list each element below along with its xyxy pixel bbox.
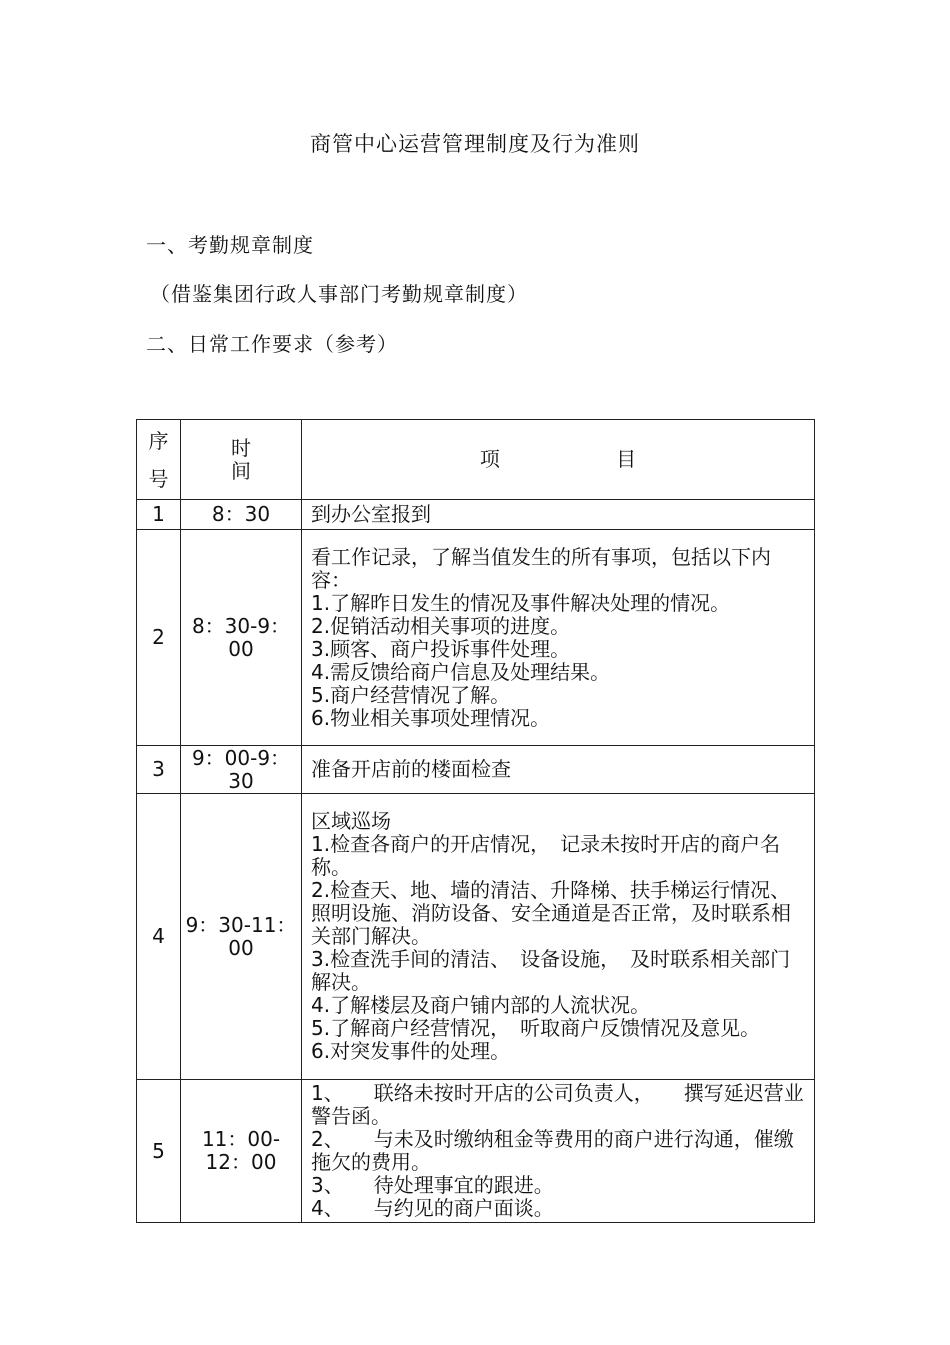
item-line: 区域巡场: [311, 809, 391, 833]
row-seq: 4: [137, 794, 181, 1080]
section-heading-daily-work: 二、日常工作要求（参考）: [146, 332, 398, 356]
item-line: 5.了解商户经营情况， 听取商户反馈情况及意见。: [311, 1016, 761, 1040]
item-line: 1.了解昨日发生的情况及事件解决处理的情况。: [311, 590, 731, 615]
row-item: [302, 500, 815, 530]
header-seq-line2: 号: [148, 466, 169, 491]
item-line: 6.物业相关事项处理情况。: [311, 705, 551, 730]
section-note-attendance: （借鉴集团行政人事部门考勤规章制度）: [150, 282, 528, 306]
item-line: 3、 待处理事宜的跟进。: [311, 1173, 554, 1197]
row-seq: 2: [137, 530, 181, 746]
item-line: 4、 与约见的商户面谈。: [311, 1196, 554, 1220]
header-time: 时间: [181, 420, 302, 500]
item-line: 3.顾客、商户投诉事件处理。: [311, 636, 571, 661]
row-time: 9：30-11：00: [181, 794, 302, 1080]
row-time: 8：30: [181, 500, 302, 530]
header-seq: [137, 420, 181, 500]
row-item: [302, 794, 815, 1080]
item-line: 2.检查天、地、墙的清洁、升降梯、扶手梯运行情况、照明设施、消防设备、安全通道是否正常，及时联系相关部门解决。: [311, 878, 791, 948]
row-time: 8：30-9：00: [181, 530, 302, 746]
item-line: 到办公室报到: [311, 502, 431, 526]
item-line: 2.促销活动相关事项的进度。: [311, 613, 571, 638]
row-item: [302, 530, 815, 746]
table-row: [137, 794, 815, 1080]
item-line: 4.需反馈给商户信息及处理结果。: [311, 659, 611, 684]
table-row: [137, 500, 815, 530]
item-line: 1、 联络未按时开店的公司负责人， 撰写延迟营业警告函。: [311, 1081, 804, 1128]
table-row: [137, 530, 815, 746]
header-seq-line1: 序: [148, 428, 169, 453]
table-row: [137, 746, 815, 794]
item-line: 2、 与未及时缴纳租金等费用的商户进行沟通，催缴拖欠的费用。: [311, 1127, 794, 1174]
item-line: 准备开店前的楼面检查: [311, 757, 511, 781]
daily-schedule-table: [136, 419, 815, 1223]
item-line: 6.对突发事件的处理。: [311, 1039, 511, 1063]
row-time: 11：00-12：00: [181, 1080, 302, 1223]
row-item: [302, 1080, 815, 1223]
item-line: 3.检查洗手间的清洁、 设备设施， 及时联系相关部门解决。: [311, 947, 791, 994]
item-line: 看工作记录，了解当值发生的所有事项，包括以下内容：: [311, 544, 771, 592]
page-title: 商管中心运营管理制度及行为准则: [310, 132, 640, 156]
row-seq: 5: [137, 1080, 181, 1223]
table-row: [137, 1080, 815, 1223]
row-seq: 3: [137, 746, 181, 794]
section-heading-attendance: 一、考勤规章制度: [146, 233, 314, 257]
row-time: 9：00-9：30: [181, 746, 302, 794]
table-header-row: [137, 420, 815, 500]
item-line: 1.检查各商户的开店情况， 记录未按时开店的商户名称。: [311, 832, 781, 879]
item-line: 4.了解楼层及商户铺内部的人流状况。: [311, 993, 651, 1017]
row-seq: 1: [137, 500, 181, 530]
header-item: 项 目: [302, 420, 815, 500]
row-item: [302, 746, 815, 794]
item-line: 5.商户经营情况了解。: [311, 682, 511, 707]
